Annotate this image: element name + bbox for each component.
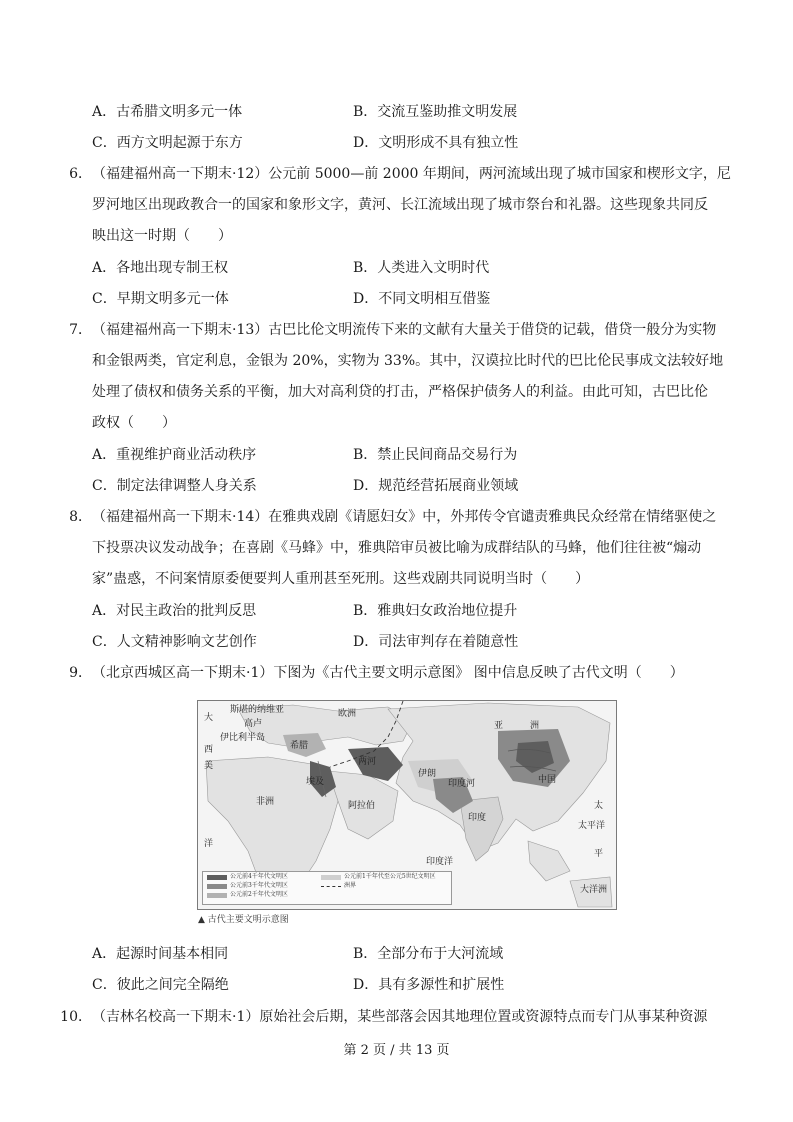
- q7-option-d: D．规范经营拓展商业领域: [353, 478, 519, 494]
- q7-stem-line2: 和金银两类，官定利息，金银为 20%，实物为 33%。其中，汉谟拉比时代的巴比伦民事成文法较好地: [92, 353, 724, 369]
- q7-option-c: C．制定法律调整人身关系: [92, 478, 257, 494]
- q6-option-a: A．各地出现专制王权: [92, 260, 229, 276]
- q5-option-d: D．文明形成不具有独立性: [353, 135, 519, 151]
- q9-option-b: B．全部分布于大河流域: [353, 946, 504, 962]
- q10-number: 10．: [60, 1009, 92, 1025]
- q7-number: 7．: [69, 322, 92, 338]
- map-label-arabia: 阿拉伯: [348, 801, 376, 811]
- q8-option-a: A．对民主政治的批判反思: [92, 603, 257, 619]
- q7-stem-line4: 政权（ ）: [92, 415, 176, 431]
- page-footer: 第 2 页 / 共 13 页: [343, 1043, 450, 1058]
- q9-stem-line1: （北京西城区高一下期末·1）下图为《古代主要文明示意图》 图中信息反映了古代文明（ ）: [92, 665, 684, 681]
- map-label-atlantic-3: 洋: [204, 839, 214, 849]
- map-label-europe: 欧洲: [338, 709, 357, 719]
- map-label-indian-ocean: 印度洋: [426, 857, 454, 867]
- map-label-indus: 印度河: [448, 779, 476, 789]
- legend-boundary: 洲界: [344, 882, 357, 889]
- q8-stem-line2: 下投票决议发动战争；在喜剧《马蜂》中，雅典陪审员被比喻为成群结队的马蜂，他们往往被“煽动: [92, 540, 702, 556]
- q5-option-a: A．古希腊文明多元一体: [92, 104, 243, 120]
- map-label-atlantic-2: 西: [204, 745, 214, 755]
- map-label-mesopotamia: 两河: [358, 757, 377, 767]
- map-label-pacific: 太平洋: [578, 821, 606, 831]
- q9-option-c: C．彼此之间完全隔绝: [92, 977, 229, 993]
- q7-option-b: B．禁止民间商品交易行为: [353, 447, 518, 463]
- q10-stem-line1: （吉林名校高一下期末·1）原始社会后期，某些部落会因其地理位置或资源特点而专门从事某种资源: [92, 1009, 708, 1025]
- q5-option-c: C．西方文明起源于东方: [92, 135, 243, 151]
- legend-4th-millennium: 公元前4千年代文明区: [230, 873, 288, 880]
- q6-stem-line2: 罗河地区出现政教合一的国家和象形文字，黄河、长江流域出现了城市祭台和礼器。这些现象共同反: [92, 197, 708, 213]
- legend-swatch-4th-millennium: [207, 875, 227, 880]
- q7-stem-line1: （福建福州高一下期末·13）古巴比伦文明流传下来的文献有大量关于借贷的记载，借贷一般分为实物: [92, 322, 717, 338]
- q8-stem-line3: 家”蛊惑，不问案情原委便要判人重刑甚至死刑。这些戏剧共同说明当时（ ）: [92, 571, 590, 587]
- map-label-oceania: 大洋洲: [580, 885, 608, 895]
- legend-2nd-millennium: 公元前2千年代文明区: [230, 891, 288, 898]
- q6-option-c: C．早期文明多元一体: [92, 291, 229, 307]
- map-label-asia-2: 洲: [530, 721, 540, 731]
- map-label-asia-1: 亚: [494, 721, 504, 731]
- map-label-america: 美: [204, 761, 214, 771]
- q6-option-d: D．不同文明相互借鉴: [353, 291, 491, 307]
- legend-swatch-1st-millennium: [321, 875, 341, 880]
- q7-option-a: A．重视维护商业活动秩序: [92, 447, 257, 463]
- q9-option-d: D．具有多源性和扩展性: [353, 977, 505, 993]
- q9-number: 9．: [69, 665, 92, 681]
- map-label-scandinavia: 斯堪的纳维亚: [230, 705, 285, 715]
- legend-swatch-boundary: [321, 886, 341, 887]
- map-caption: ▲ 古代主要文明示意图: [198, 915, 289, 925]
- map-label-pacific-1: 太: [594, 801, 604, 811]
- q8-stem-line1: （福建福州高一下期末·14）在雅典戏剧《请愿妇女》中，外邦传令官谴责雅典民众经常在情绪驱使之: [92, 509, 717, 525]
- map-label-iran: 伊朗: [418, 769, 437, 779]
- q8-number: 8．: [69, 509, 92, 525]
- q6-stem-line3: 映出这一时期（ ）: [92, 228, 232, 244]
- q6-stem-line1: （福建福州高一下期末·12）公元前 5000—前 2000 年期间，两河流域出现了城市国家和楔形文字，尼: [92, 166, 731, 182]
- q6-option-b: B．人类进入文明时代: [353, 260, 490, 276]
- q6-number: 6．: [69, 166, 92, 182]
- legend-1st-millennium: 公元前1千年代至公元5世纪文明区: [344, 873, 436, 880]
- q7-stem-line3: 处理了债权和债务关系的平衡，加大对高利贷的打击，严格保护债务人的利益。由此可知，古巴比伦: [92, 384, 708, 400]
- legend-swatch-3rd-millennium: [207, 884, 227, 889]
- map-legend: [202, 871, 452, 905]
- legend-swatch-2nd-millennium: [207, 893, 227, 898]
- q9-option-a: A．起源时间基本相同: [92, 946, 229, 962]
- map-label-pacific-2: 平: [594, 849, 604, 859]
- map-label-africa: 非洲: [256, 797, 275, 807]
- map-label-iberia: 伊比利半岛: [220, 733, 266, 743]
- q8-option-c: C．人文精神影响文艺创作: [92, 634, 257, 650]
- q5-option-b: B．交流互鉴助推文明发展: [353, 104, 518, 120]
- ancient-civilizations-map: [197, 700, 617, 910]
- q8-option-d: D．司法审判存在着随意性: [353, 634, 519, 650]
- map-label-egypt: 埃及: [306, 777, 325, 787]
- map-label-gaul: 高卢: [244, 719, 263, 729]
- q8-option-b: B．雅典妇女政治地位提升: [353, 603, 518, 619]
- map-label-china: 中国: [538, 775, 557, 785]
- map-label-atlantic-1: 大: [204, 713, 214, 723]
- legend-3rd-millennium: 公元前3千年代文明区: [230, 882, 288, 889]
- map-label-greece: 希腊: [290, 741, 309, 751]
- map-label-india: 印度: [468, 813, 487, 823]
